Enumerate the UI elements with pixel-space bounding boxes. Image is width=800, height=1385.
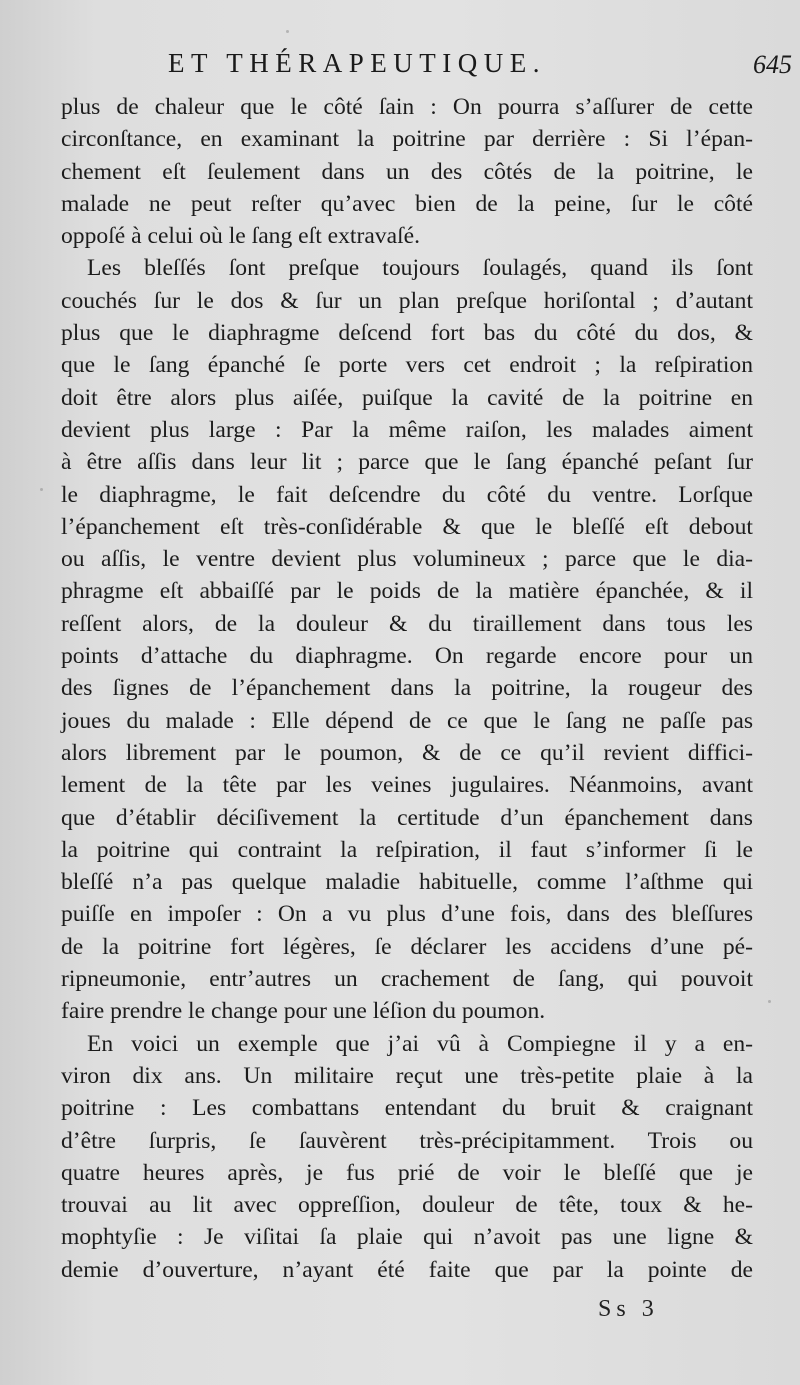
paragraph-3: [61, 1028, 753, 1286]
text-line: que d’établir déciſivement la certitude d’un épanchement dans: [61, 804, 753, 831]
text-line: quatre heures après, je fus prié de voir le bleſſé que je: [61, 1159, 753, 1186]
paragraph-2: [61, 252, 753, 1027]
text-line: trouvai au lit avec oppreſſion, douleur de tête, toux & he-: [61, 1192, 753, 1219]
signature-mark: Ss 3: [598, 1296, 659, 1322]
text-line: reſſent alors, de la douleur & du tiraillement dans tous les: [61, 610, 753, 637]
text-line: joues du malade : Elle dépend de ce que le ſang ne paſſe pas: [61, 707, 753, 734]
text-line: la poitrine qui contraint la reſpiration, il faut s’informer ſi le: [61, 836, 753, 863]
text-line: ou aſſis, le ventre devient plus volumineux ; parce que le dia-: [61, 546, 753, 573]
text-line: viron dix ans. Un militaire reçut une très-petite plaie à la: [61, 1062, 753, 1089]
text-line: phragme eſt abbaiſſé par le poids de la matière épanchée, & il: [61, 578, 753, 605]
text-line: des ſignes de l’épanchement dans la poitrine, la rougeur des: [61, 675, 753, 702]
text-line: En voici un exemple que j’ai vû à Compiegne il y a en-: [87, 1030, 753, 1057]
text-line: malade ne peut reſter qu’avec bien de la peine, ſur le côté: [61, 190, 753, 217]
text-line: de la poitrine fort légères, ſe déclarer les accidens d’une pé-: [61, 933, 753, 960]
text-line: d’être ſurpris, ſe ſauvèrent très-précipitamment. Trois ou: [61, 1127, 753, 1154]
paper-speck: [768, 1000, 771, 1003]
paper-speck: [286, 30, 289, 33]
text-line: devient plus large : Par la même raiſon, les malades aiment: [61, 416, 753, 443]
paragraph-1: [61, 91, 753, 252]
text-line: Les bleſſés ſont preſque toujours ſoulagés, quand ils ſont: [87, 255, 753, 282]
text-line: oppoſé à celui où le ſang eſt extravaſé.: [61, 223, 420, 250]
running-head: [60, 48, 792, 88]
text-line: que le ſang épanché ſe porte vers cet endroit ; la reſpiration: [61, 352, 753, 379]
text-line: ripneumonie, entr’autres un crachement de ſang, qui pouvoit: [61, 966, 753, 993]
paper-speck: [40, 488, 43, 491]
text-line: demie d’ouverture, n’ayant été faite que par la pointe de: [61, 1256, 753, 1283]
running-title: ET THÉRAPEUTIQUE.: [168, 48, 546, 78]
text-line: chement eſt ſeulement dans un des côtés de la poitrine, le: [61, 158, 753, 185]
text-line: plus de chaleur que le côté ſain : On pourra s’aſſurer de cette: [61, 94, 753, 120]
text-line: l’épanchement eſt très-conſidérable & que le bleſſé eſt debout: [61, 513, 753, 540]
text-line: circonſtance, en examinant la poitrine par derrière : Si l’épan-: [61, 126, 753, 153]
text-line: couchés ſur le dos & ſur un plan preſque horiſontal ; d’autant: [61, 287, 753, 314]
text-line: alors librement par le poumon, & de ce qu’il revient diffici-: [61, 739, 753, 766]
text-line: bleſſé n’a pas quelque maladie habituelle, comme l’aſthme qui: [61, 869, 753, 896]
text-line: plus que le diaphragme deſcend fort bas du côté du dos, &: [61, 320, 753, 347]
text-line: lement de la tête par les veines jugulaires. Néanmoins, avant: [61, 772, 753, 799]
text-line: le diaphragme, le fait deſcendre du côté du ventre. Lorſque: [61, 481, 753, 508]
text-line: poitrine : Les combattans entendant du bruit & craignant: [61, 1095, 753, 1122]
text-line: mophtyſie : Je viſitai ſa plaie qui n’avoit pas une ligne &: [61, 1224, 753, 1251]
body-text: [61, 91, 753, 1286]
text-line: à être aſſis dans leur lit ; parce que le ſang épanché peſant ſur: [61, 449, 753, 476]
text-line: faire prendre le change pour une léſion du poumon.: [61, 998, 546, 1025]
page-number: 645: [753, 50, 792, 79]
text-line: puiſſe en impoſer : On a vu plus d’une fois, dans des bleſſures: [61, 901, 753, 928]
text-line: doit être alors plus aiſée, puiſque la cavité de la poitrine en: [61, 384, 753, 411]
text-line: points d’attache du diaphragme. On regarde encore pour un: [61, 643, 753, 670]
